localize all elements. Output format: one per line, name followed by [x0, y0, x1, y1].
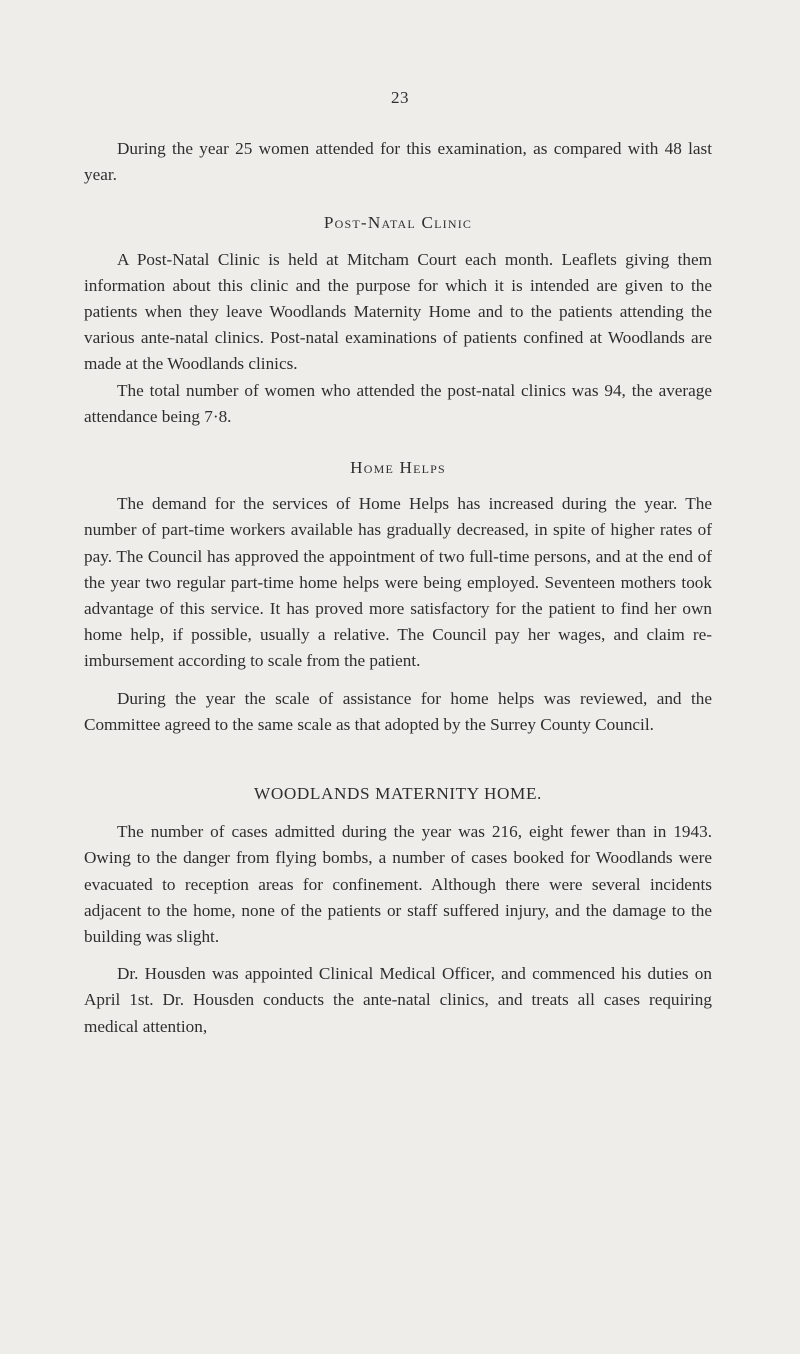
post-natal-paragraph-2: The total number of women who attended the post-natal clinics was 94, the average attendance being 7·8. [84, 380, 712, 426]
woodlands-heading: WOODLANDS MATERNITY HOME. [254, 784, 542, 804]
page-body [84, 136, 712, 1040]
home-helps-heading: Home Helps [350, 458, 446, 478]
home-helps-paragraph-2: During the year the scale of assistance for home helps was reviewed, and the Committee agreed to the same scale as that adopted by the Surrey County Council. [84, 688, 712, 734]
page-number: 23 [391, 88, 409, 107]
post-natal-paragraph-1: A Post-Natal Clinic is held at Mitcham Court each month. Leaflets giving them information about this clinic and the purpose for which it is intended are given to the patients when they leave Woodlands Maternity Home and to the patients attending the various ante-natal clinics. Post-natal examinations of patients confined at Woodlands are made at the Woodlands clinics. [84, 249, 712, 374]
intro-paragraph: During the year 25 women attended for this examination, as compared with 48 last year. [84, 139, 712, 185]
woodlands-paragraph-1: The number of cases admitted during the year was 216, eight fewer than in 1943. Owing to the danger from flying bombs, a number of cases booked for Woodlands were evacuated to reception areas for confinement. Although there were several incidents adjacent to the home, none of the patients or staff suffered injury, and the damage to the building was slight. [84, 822, 712, 947]
home-helps-paragraph-1: The demand for the services of Home Helps has increased during the year. The number of part-time workers available has gradually decreased, in spite of higher rates of pay. The Council has approved the appointment of two full-time persons, and at the end of the year two regular part-time home helps were being employed. Seventeen mothers took advantage of this service. It has proved more satisfactory for the patient to find her own home help, if possible, usually a relative. The Council pay her wages, and claim re-imbursement according to scale from the patient. [84, 494, 712, 671]
woodlands-paragraph-2: Dr. Housden was appointed Clinical Medical Officer, and commenced his duties on April 1st. Dr. Housden conducts the ante-natal clinics, and treats all cases requiring medical attention, [84, 964, 712, 1036]
post-natal-heading: Post-Natal Clinic [323, 213, 473, 233]
